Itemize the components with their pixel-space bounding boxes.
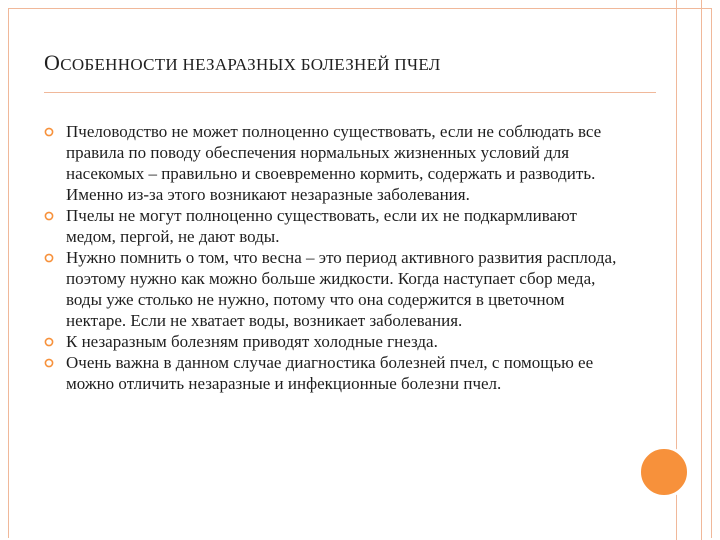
bullet-text: Нужно помнить о том, что весна – это период активного развития расплода, поэтому нужно как можно больше жидкости. Когда наступает сбор меда, воды уже столько не нужно, потому что она содержится в цветочном нектаре. Если не хватает воды, возникает заболевания. — [66, 248, 617, 330]
bullet-item — [44, 205, 624, 247]
ring-bullet-icon — [44, 253, 54, 263]
title-underline — [44, 92, 656, 93]
bullet-item — [44, 352, 624, 394]
bullet-text: К незаразным болезням приводят холодные гнезда. — [66, 332, 438, 351]
slide-title — [44, 50, 441, 76]
ring-bullet-icon — [44, 337, 54, 347]
orange-circle-icon — [638, 446, 690, 498]
bullet-text: Очень важна в данном случае диагностика болезней пчел, с помощью ее можно отличить незаразные и инфекционные болезни пчел. — [66, 353, 594, 393]
ring-bullet-icon — [44, 211, 54, 221]
bullet-text: Пчелы не могут полноценно существовать, если их не подкармливают медом, пергой, не дают воды. — [66, 206, 577, 246]
bullet-item — [44, 121, 624, 205]
ring-bullet-icon — [44, 127, 54, 137]
title-first-letter: О — [44, 50, 61, 75]
bullet-list — [44, 121, 624, 394]
bullet-item — [44, 331, 624, 352]
title-rest: СОБЕННОСТИ НЕЗАРАЗНЫХ БОЛЕЗНЕЙ ПЧЕЛ — [60, 55, 441, 74]
bullet-text: Пчеловодство не может полноценно существовать, если не соблюдать все правила по поводу обеспечения нормальных жизненных условий для насекомых – правильно и своевременно кормить, содержать и разводить. Именно из-за этого возникают незаразные заболевания. — [66, 122, 602, 204]
bullet-item — [44, 247, 624, 331]
ring-bullet-icon — [44, 358, 54, 368]
